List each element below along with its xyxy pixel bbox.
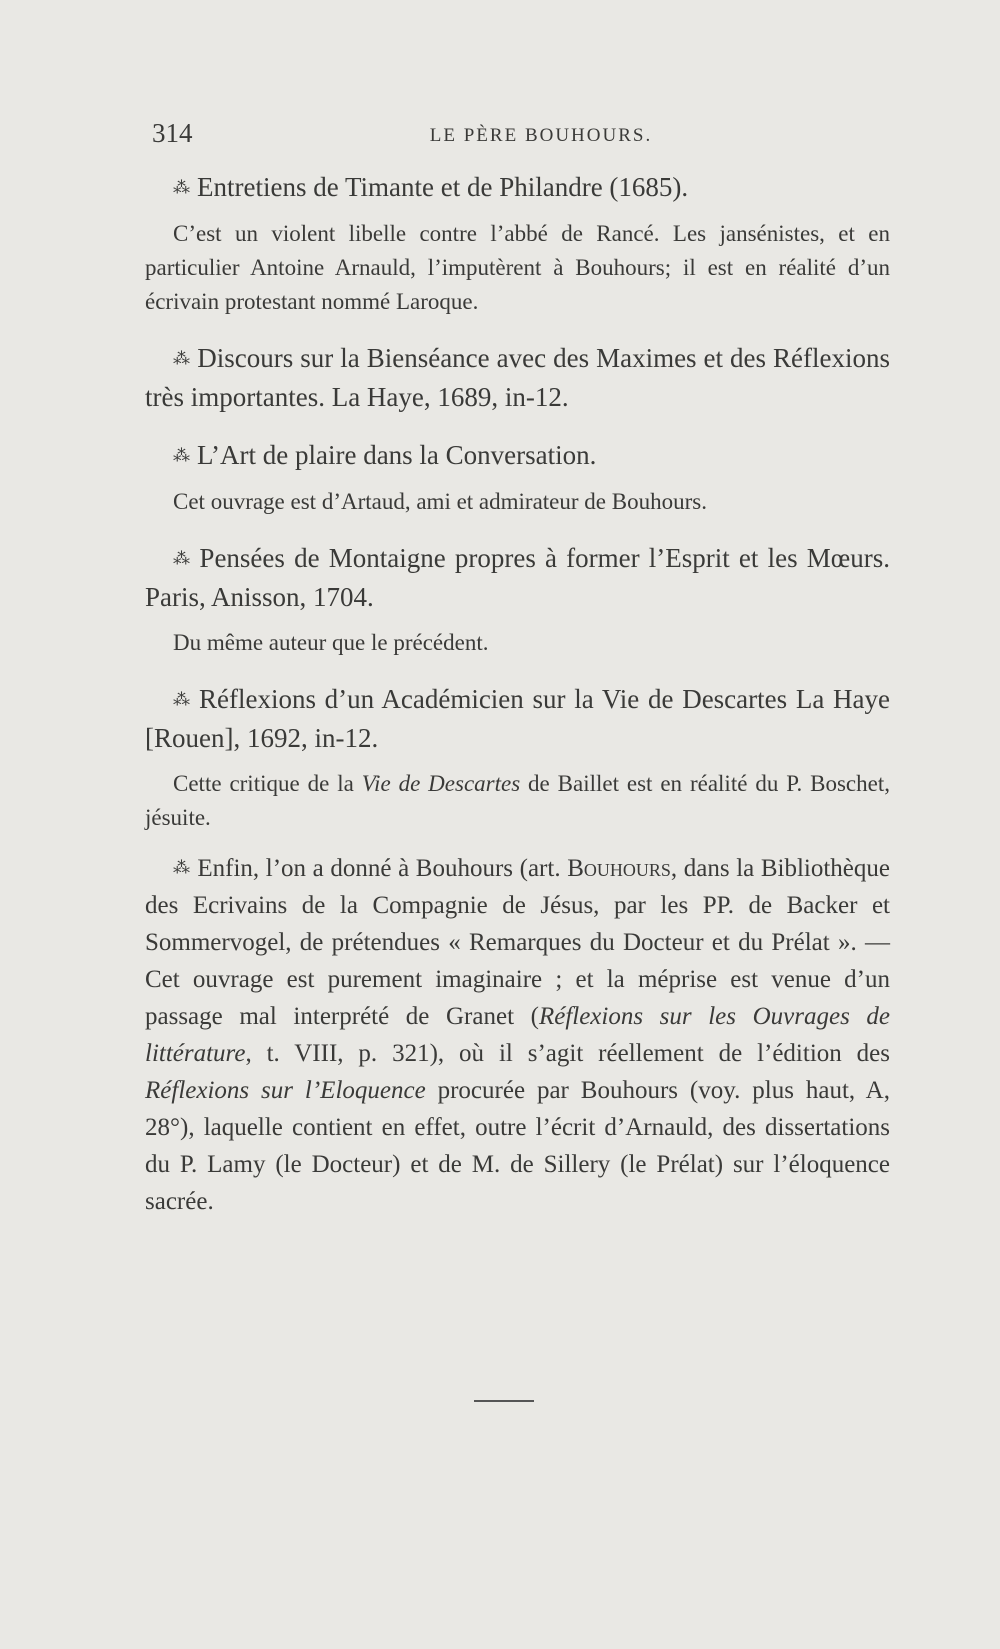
entry-title-text: Entretiens de Timante et de Philandre (1685). [197, 172, 689, 202]
asterism-mark: ⁂ [173, 690, 191, 709]
bibliography-entry [145, 680, 890, 835]
entry-title [145, 680, 890, 757]
note-italic-title: Vie de Descartes [361, 771, 521, 796]
entry-title-text: Réflexions d’un Académicien sur la Vie de Descartes La Haye [Rouen], 1692, in-12. [145, 684, 890, 753]
asterism-mark: ⁂ [173, 178, 189, 197]
asterism-mark: ⁂ [173, 549, 192, 568]
page-number: 314 [152, 118, 193, 148]
bibliography-entry [145, 339, 890, 416]
entry-title-text: L’Art de plaire dans la Conversation. [197, 440, 597, 470]
entry-title-text: Discours sur la Bienséance avec des Maximes et des Réflexions très importantes. La Haye, 1689, in-12. [145, 343, 891, 412]
small-caps-text: Bouhours [567, 855, 671, 882]
end-rule [474, 1400, 534, 1402]
asterism-mark: ⁂ [173, 858, 190, 877]
asterism-mark: ⁂ [173, 349, 190, 368]
bibliography-entry [145, 436, 890, 519]
bibliography-entry [145, 539, 890, 660]
closing-paragraph [145, 849, 890, 1220]
page-header [152, 118, 890, 148]
running-head: LE PÈRE BOUHOURS. [429, 125, 653, 146]
note-text: Cette critique de la [173, 771, 362, 796]
paragraph-text: , dans la Bibliothèque des Ecrivains de la Compagnie de Jésus, par les PP. de Backer et Sommervogel, de prétendues « Remarques du Docteur et du Prélat ». — Cet ouvrage est purement imaginaire ; et la méprise est venue d’un passage mal interprété de Granet ( [145, 855, 890, 1030]
entry-title [145, 339, 890, 416]
page-content [145, 168, 890, 1220]
entry-note: Cet ouvrage est d’Artaud, ami et admirateur de Bouhours. [173, 489, 707, 514]
entry-title [145, 168, 890, 207]
entry-note [145, 767, 890, 835]
bibliography-entry [145, 168, 890, 319]
note-text: de Baillet est en réalité du P. Boschet, jésuite. [145, 771, 890, 830]
asterism-mark: ⁂ [173, 446, 189, 465]
entry-title [145, 436, 890, 475]
entry-title-text: Pensées de Montaigne propres à former l’Esprit et les Mœurs. Paris, Anisson, 1704. [145, 543, 890, 612]
paragraph-text: , t. VIII, p. 321), où il s’agit réellement de l’édition des [245, 1040, 890, 1067]
paragraph-text: procurée par Bouhours (voy. plus haut, A, 28°), laquelle contient en effet, outre l’écrit d’Arnauld, des dissertations du P. Lamy (le Docteur) et de M. de Sillery (le Prélat) sur l’éloquence sacrée. [145, 1077, 890, 1215]
italic-title: Réflexions sur l’Eloquence [145, 1077, 426, 1104]
entry-note: Du même auteur que le précédent. [173, 630, 489, 655]
italic-title: Réflexions sur les Ouvrages de littérature [145, 1003, 891, 1067]
entry-title [145, 539, 890, 616]
entry-note: C’est un violent libelle contre l’abbé de Rancé. Les jansénistes, et en particulier Antoine Arnauld, l’imputèrent à Bouhours; il est en réalité d’un écrivain protestant nommé Laroque. [145, 221, 890, 314]
paragraph-text: Enfin, l’on a donné à Bouhours (art. [197, 855, 568, 882]
